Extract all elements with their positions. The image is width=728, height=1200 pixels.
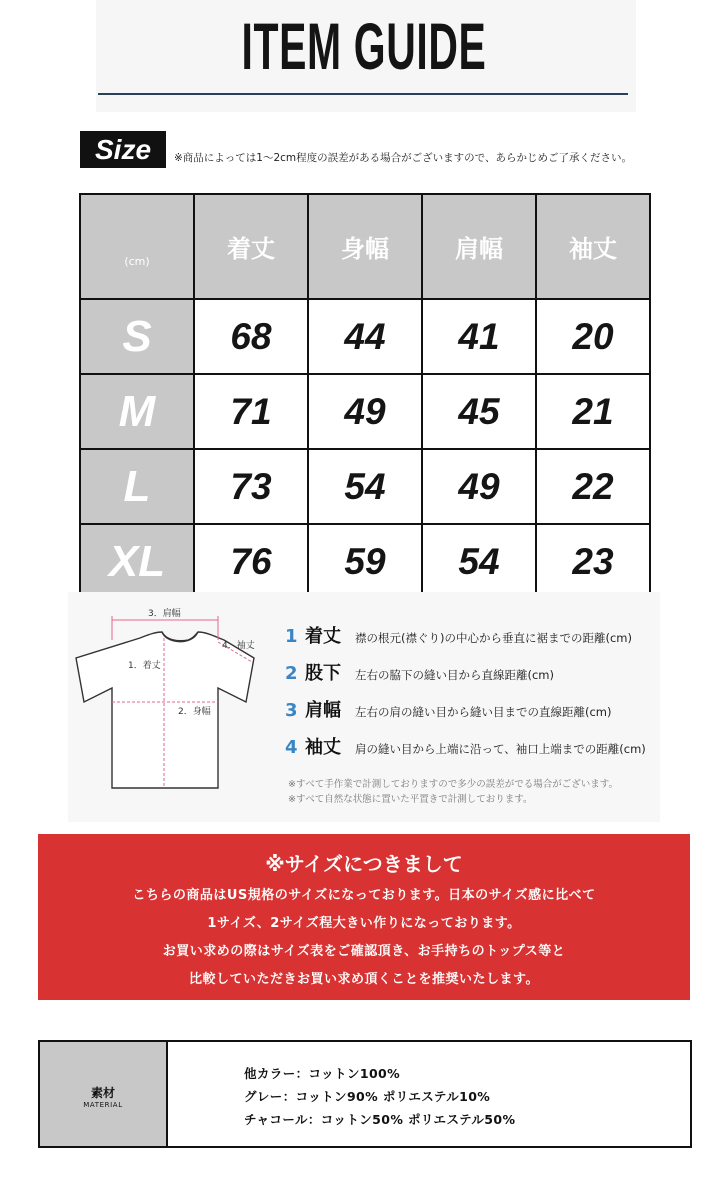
title-divider xyxy=(98,93,628,95)
measurement-guide xyxy=(68,592,660,822)
size-label: M xyxy=(80,374,194,449)
size-value: 23 xyxy=(536,524,650,599)
diagram-label: 2．身幅 xyxy=(178,707,211,717)
size-badge: Size xyxy=(80,131,166,168)
notice-line: 比較していただきお買い求め頂くことを推奨いたします。 xyxy=(189,972,539,987)
material-line: チャコール：コットン50% ポリエステル50% xyxy=(244,1112,516,1127)
measure-desc: 肩の縫い目から上端に沿って、袖口上端までの距離(cm) xyxy=(355,742,646,756)
table-row xyxy=(80,299,650,374)
size-notice xyxy=(38,834,690,1000)
diagram-label: 1．着丈 xyxy=(128,661,161,671)
tshirt-diagram xyxy=(68,592,268,812)
tshirt-outline xyxy=(76,632,254,788)
measure-desc: 左右の肩の縫い目から縫い目までの直線距離(cm) xyxy=(355,705,612,719)
size-value: 68 xyxy=(194,299,308,374)
measure-item xyxy=(285,659,554,685)
notice-line: こちらの商品はUS規格のサイズになっております。日本のサイズ感に比べて xyxy=(132,888,596,903)
material-line: グレー：コットン90% ポリエステル10% xyxy=(244,1089,491,1104)
size-value: 73 xyxy=(194,449,308,524)
measure-title: 着丈 xyxy=(305,626,341,647)
guide-note: ※すべて手作業で計測しておりますので多少の誤差がでる場合がございます。 xyxy=(288,779,619,790)
size-label: L xyxy=(80,449,194,524)
measure-number: 2 xyxy=(285,663,298,684)
table-row xyxy=(80,374,650,449)
size-value: 41 xyxy=(422,299,536,374)
material-header xyxy=(40,1042,168,1146)
size-value: 21 xyxy=(536,374,650,449)
guide-note: ※すべて自然な状態に置いた平置きで計測しております。 xyxy=(288,794,533,805)
size-value: 44 xyxy=(308,299,422,374)
measure-desc: 左右の脇下の縫い目から直線距離(cm) xyxy=(355,668,554,682)
column-header: 肩幅 xyxy=(422,194,536,299)
page-title: ITEM GUIDE xyxy=(241,9,487,83)
size-value: 20 xyxy=(536,299,650,374)
material-table xyxy=(38,1040,692,1148)
material-line: 他カラー：コットン100% xyxy=(244,1066,401,1081)
size-value: 59 xyxy=(308,524,422,599)
measure-number: 4 xyxy=(285,737,298,758)
measure-number: 1 xyxy=(285,626,298,647)
size-value: 76 xyxy=(194,524,308,599)
notice-line: お買い求めの際はサイズ表をご確認頂き、お手持ちのトップス等と xyxy=(162,944,566,959)
notice-line: 1サイズ、2サイズ程大きい作りになっております。 xyxy=(207,916,521,931)
size-value: 49 xyxy=(308,374,422,449)
size-label: XL xyxy=(80,524,194,599)
notice-title: ※サイズにつきまして xyxy=(265,852,463,876)
column-header: 身幅 xyxy=(308,194,422,299)
measure-item xyxy=(285,622,632,648)
size-value: 45 xyxy=(422,374,536,449)
column-header: 着丈 xyxy=(194,194,308,299)
size-value: 54 xyxy=(422,524,536,599)
measure-desc: 襟の根元(襟ぐり)の中心から垂直に裾までの距離(cm) xyxy=(355,631,632,645)
measure-title: 股下 xyxy=(305,663,341,684)
measure-number: 3 xyxy=(285,700,298,721)
diagram-label: 3．肩幅 xyxy=(148,609,181,619)
measure-item xyxy=(285,733,646,759)
measure-title: 肩幅 xyxy=(305,700,341,721)
size-value: 71 xyxy=(194,374,308,449)
unit-cell: (cm) xyxy=(80,194,194,299)
material-label: 素材 xyxy=(90,1086,115,1100)
measure-title: 袖丈 xyxy=(305,737,341,758)
diagram-label: 4．袖丈 xyxy=(222,641,255,651)
material-label-en: MATERIAL xyxy=(83,1101,123,1109)
size-label: S xyxy=(80,299,194,374)
size-value: 49 xyxy=(422,449,536,524)
size-table xyxy=(79,193,651,600)
column-header: 袖丈 xyxy=(536,194,650,299)
table-row xyxy=(80,449,650,524)
size-value: 22 xyxy=(536,449,650,524)
size-table-header-row xyxy=(80,194,650,299)
table-row xyxy=(80,524,650,599)
size-note: ※商品によっては1〜2cm程度の誤差がある場合がございますので、あらかじめご了承ください。 xyxy=(174,152,632,164)
measure-item xyxy=(285,696,612,722)
size-value: 54 xyxy=(308,449,422,524)
